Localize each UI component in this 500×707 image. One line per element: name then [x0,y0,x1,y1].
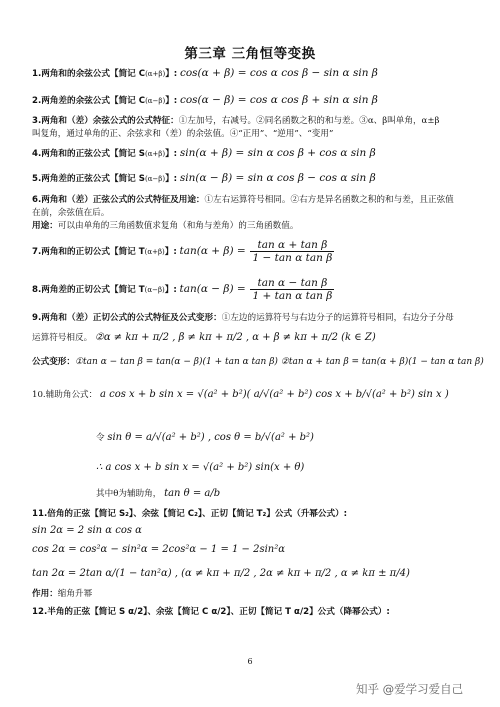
formula-10-result-expr: ∴ a cos x + b sin x = √(a² + b²) sin(x + θ) [96,462,305,473]
formula-7-denominator: 1 − tan α tan β [252,252,333,264]
formula-5-label: 5.两角差的正弦公式【简记 S [32,174,145,184]
formula-1-sub: (α+β) [145,70,166,78]
formula-2-expr: cos(α − β) = cos α cos β + sin α sin β [179,94,378,106]
feature-9-line [32,312,454,324]
transform-9-line [32,356,484,368]
feature-3-text-2: 叫复角，通过单角的正、余弦求和（差）的余弦值。④“正用”、“逆用”、“变用” [32,129,334,139]
feature-6-line [32,194,454,206]
formula-10-line [32,389,449,401]
formula-7-line [32,238,336,265]
formula-11-cos-line [32,544,285,556]
usage-6-text: 可以由单角的三角函数值求复角（和角与差角）的三角函数值。 [57,221,299,231]
formula-2-label: 2.两角差的余弦公式【简记 C [32,96,146,106]
formula-4-label: 4.两角和的正弦公式【简记 S [32,149,145,159]
formula-8-tail: 】: [164,285,177,295]
formula-1-line [32,67,378,80]
formula-10-label: 10.辅助角公式： [32,390,98,400]
transform-9-label: 公式变形： [32,357,75,367]
formula-7-fraction [250,239,334,264]
transform-9-expr: ①tan α − tan β = tan(α − β)(1 + tan α tan β) ②tan α + tan β = tan(α + β)(1 − tan α tan β) [74,357,484,367]
formula-10-aux-text: 其中θ为辅助角， [96,489,162,499]
formula-1-expr: cos(α + β) = cos α cos β − sin α sin β [179,67,378,79]
formula-2-line [32,94,378,107]
formula-8-line [32,276,336,303]
feature-6-text-2: 在前，余弦值在后。 [32,208,110,218]
formula-2-tail: 】: [165,96,178,106]
formula-8-sub: (α−β) [144,286,165,294]
formula-12-line [32,606,390,618]
formula-10-aux-line [96,488,220,500]
formula-11-label: 11.倍角的正弦【简记 S₂】、余弦【简记 C₂】、正切【简记 T₂】公式（升幂公式）: [32,509,348,519]
feature-9-text: ①左边的运算符号与右边分子的运算符号相同，右边分子分母 [221,313,454,323]
feature-3-line-2 [32,128,333,140]
formula-8-denominator: 1 + tan α tan β [252,290,333,302]
formula-5-tail: 】: [165,174,178,184]
formula-10-aux-expr: tan θ = a/b [164,488,221,499]
formula-7-numerator: tan α + tan β [250,239,334,252]
formula-11-sin-line [32,525,142,537]
formula-4-sub: (α+β) [144,150,166,158]
watermark: 知乎 @爱学习爱自己 [356,682,464,696]
formula-10-expr: a cos x + b sin x = √(a² + b²)( a/√(a² + b²) cos x + b/√(a² + b²) sin x ) [99,389,449,400]
usage-6-line [32,220,298,232]
formula-11-sin-expr: sin 2α = 2 sin α cos α [32,525,142,536]
formula-7-sub: (α+β) [144,248,165,256]
formula-4-line [32,147,376,160]
feature-6-label: 6.两角和（差）正弦公式的公式特征及用途： [32,195,205,205]
formula-4-tail: 】: [165,149,178,159]
page-title: 第三章 三角恒等变换 [184,46,316,62]
feature-6-line-2 [32,207,109,219]
formula-1-tail: 】: [165,69,178,79]
formula-8-numerator: tan α − tan β [250,277,334,290]
usage-11-label: 作用： [32,589,58,599]
formula-10-let-expr: sin θ = a/√(a² + b²) , cos θ = b/√(a² + b²) [107,432,314,443]
formula-8-fraction [250,277,334,302]
page-number: 6 [247,657,253,666]
formula-5-sub: (α−β) [144,175,166,183]
formula-1-label: 1.两角和的余弦公式【简记 C [32,69,146,79]
formula-12-label: 12.半角的正弦【简记 S α/2】、余弦【简记 C α/2】、正切【简记 T α/2】公式（降幂公式）: [32,607,390,617]
formula-10-result-line [96,462,304,474]
formula-4-expr: sin(α + β) = sin α cos β + cos α sin β [179,147,376,159]
formula-11-cos-expr: cos 2α = cos²α − sin²α = 2cos²α − 1 = 1 − 2sin²α [32,544,286,555]
feature-3-text: ①左加号，右减号。②同名函数之积的和与差。③α、β叫单角，α±β [178,116,440,126]
formula-10-let-text: 令 [96,433,105,443]
feature-3-line [32,115,440,127]
feature-9-text-2: 运算符号相反。 [32,333,93,343]
formula-5-expr: sin(α − β) = sin α cos β − cos α sin β [179,172,376,184]
formula-7-label: 7.两角和的正切公式【简记 T [32,247,145,257]
feature-9-line-2 [32,332,376,344]
feature-3-label: 3.两角和（差）余弦公式的公式特征： [32,116,179,126]
formula-11-tan-expr: tan 2α = 2tan α/(1 − tan²α) , (α ≠ kπ + π/2 , 2α ≠ kπ + π/2 , α ≠ kπ ± π/4) [32,568,410,579]
formula-11-tan-line [32,568,410,580]
feature-9-condition: ②α ≠ kπ + π/2 , β ≠ kπ + π/2 , α + β ≠ kπ + π/2 (k ∈ Z) [94,332,376,343]
usage-11-text: 缩角升幂 [57,589,93,599]
formula-5-line [32,172,376,185]
usage-11-line [32,588,92,600]
formula-8-label: 8.两角差的正切公式【简记 T [32,285,145,295]
formula-7-tail: 】: [164,247,177,257]
formula-2-sub: (α−β) [145,97,166,105]
formula-11-line [32,508,347,520]
formula-7-lhs: tan(α + β) = [179,245,246,257]
usage-6-label: 用途： [32,221,58,231]
feature-6-text: ①左右运算符号相同。②右方是异名函数之积的和与差，且正弦值 [204,195,454,205]
formula-10-let-line [96,432,314,444]
feature-9-label: 9.两角和（差）正切公式的公式特征及公式变形： [32,313,222,323]
formula-8-lhs: tan(α − β) = [179,283,246,295]
